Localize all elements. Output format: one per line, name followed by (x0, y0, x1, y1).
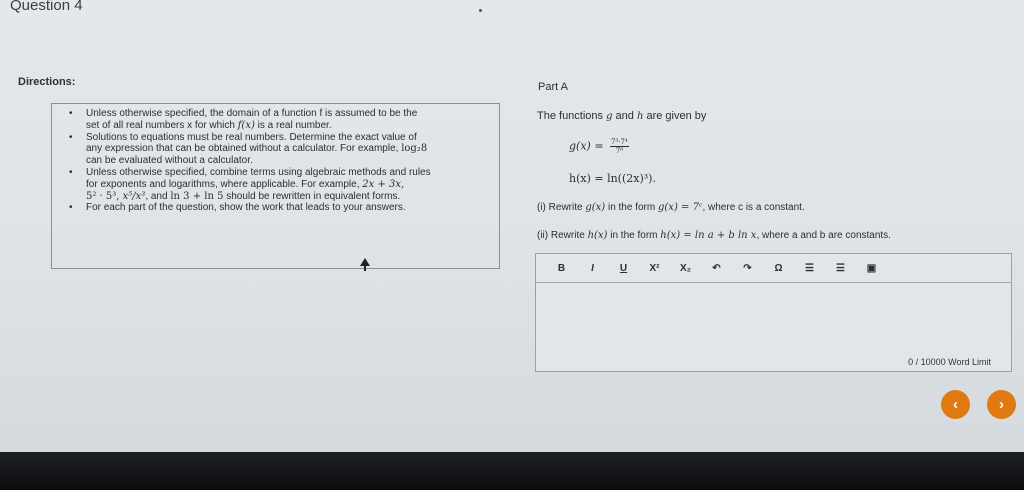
chevron-right-icon: › (999, 396, 1004, 413)
bullet-icon: • (69, 108, 73, 119)
superscript-button[interactable]: X² (649, 262, 660, 274)
directions-label: Directions: (18, 76, 76, 88)
bulleted-list-icon[interactable]: ☰ (805, 262, 814, 274)
italic-button[interactable]: I (591, 262, 594, 274)
direction-item: • Solutions to equations must be real numbers. Determine the exact value of any expression that can be obtained without a calculator. For example, log₂8 can be evaluated without a calculator. (69, 131, 428, 167)
bullet-icon: • (69, 166, 73, 178)
answer-text-area[interactable] (536, 283, 1011, 343)
underline-button[interactable]: U (619, 262, 628, 274)
h-equation: h(x) = ln((2x)³). (569, 172, 656, 185)
redo-icon[interactable]: ↷ (743, 262, 752, 274)
chevron-left-icon: ‹ (953, 396, 958, 413)
word-count: 0 / 10000 Word Limit (908, 357, 991, 367)
previous-button[interactable] (941, 390, 970, 419)
insert-image-icon[interactable]: ▣ (866, 262, 877, 274)
special-character-icon[interactable]: Ω (774, 262, 783, 274)
bullet-icon: • (69, 131, 73, 143)
g-equation: g(x) = $\frac{\text{7³·7⁴}}{\text{7⁸}}$ (569, 138, 628, 155)
editor-toolbar (536, 254, 1011, 283)
question-title: Question 4 (10, 0, 83, 14)
part-intro: The functions g and h are given by (537, 110, 707, 122)
subscript-button[interactable]: X₂ (679, 262, 692, 274)
bold-button[interactable]: B (557, 262, 566, 274)
next-button[interactable] (987, 390, 1016, 419)
answer-editor (535, 253, 1012, 372)
monitor-bezel (0, 452, 1024, 490)
mouse-cursor-tail (364, 265, 366, 271)
g-fraction: $\frac{\text{7³·7⁴}}{\text{7⁸}}$ (611, 138, 628, 155)
directions-box (51, 103, 500, 269)
direction-item: • Unless otherwise specified, the domain of a function f is assumed to be the set of all real numbers x for which f(x) is a real number. (69, 108, 418, 131)
question-i: (i) Rewrite g(x) in the form g(x) = 7ᶜ, where c is a constant. (537, 202, 805, 213)
bullet-icon: • (69, 202, 73, 214)
camera-dot (479, 9, 482, 12)
direction-item: • Unless otherwise specified, combine terms using algebraic methods and rules for exponents and logarithms, where applicable. For example, 2x + 3x, 5² · 5³, x⁵/x³, and ln 3 + ln 5 should be rewritten in equivalent forms. (69, 166, 431, 202)
question-ii: (ii) Rewrite h(x) in the form h(x) = ln a + b ln x, where a and b are constants. (537, 230, 891, 241)
direction-item: • For each part of the question, show the work that leads to your answers. (69, 202, 406, 214)
numbered-list-icon[interactable]: ☰ (836, 262, 845, 274)
undo-icon[interactable]: ↶ (712, 262, 721, 274)
part-label: Part A (538, 81, 568, 93)
